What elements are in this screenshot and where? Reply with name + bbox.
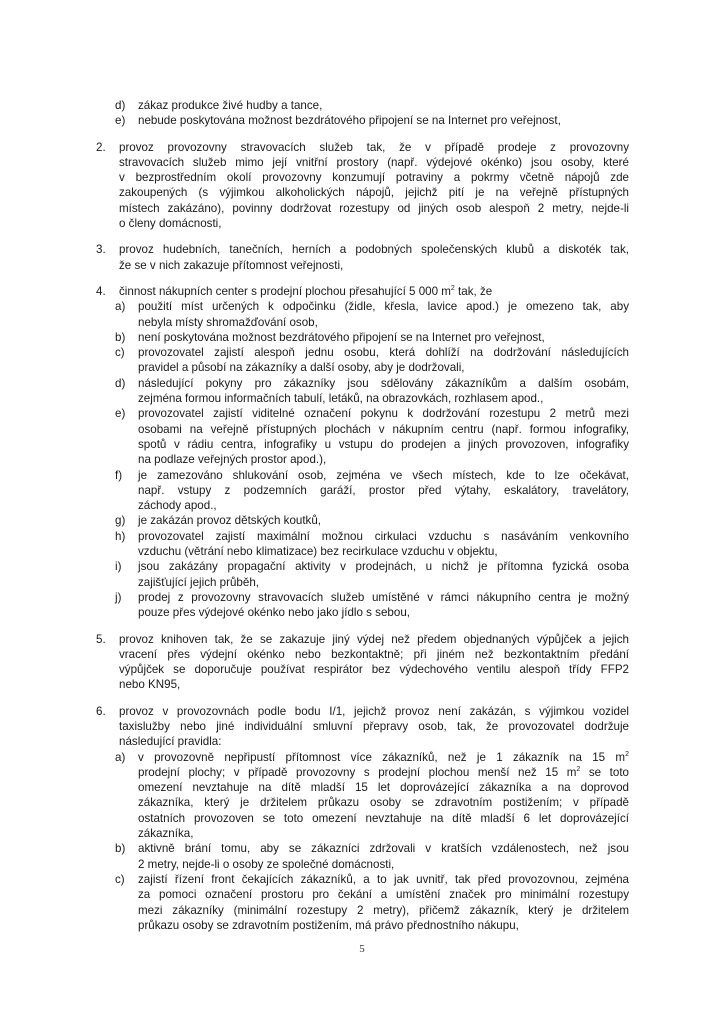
text-line: stravovacích služeb mimo její vnitřní prostory (např. výdejové okénko) jsou osoby, které <box>119 155 629 169</box>
list-marker: h) <box>115 529 126 543</box>
text-line: zákaz produkce živé hudby a tance, <box>138 99 323 112</box>
list-marker: c) <box>115 346 125 360</box>
numbered-item <box>0 632 724 693</box>
list-item <box>0 98 724 113</box>
text-line: za pomoci označení prostoru pro čekání a umístění značek pro minimální rozestupy <box>138 888 629 902</box>
list-marker: a) <box>115 300 126 314</box>
list-marker: a) <box>115 750 126 764</box>
text-line: zakoupených (s výjimkou alkoholických nápojů, jejichž pití je na veřejně přístupných <box>119 186 629 200</box>
text-line: v bezprostředním okolí provozovny konzumují potraviny a pokrmy včetně nápojů zde <box>119 171 629 185</box>
list-item <box>0 872 724 933</box>
list-item <box>0 513 724 528</box>
text-line: aktivně brání tomu, aby se zákazníci zdržovali v kratších vzdálenostech, než jsou <box>138 842 629 856</box>
text-line: 2 metry, nejde-li o osoby ze společné domácnosti, <box>138 857 395 871</box>
list-marker: 5. <box>96 632 106 646</box>
numbered-item <box>0 704 724 933</box>
text-line: je zamezováno shlukování osob, zejména ve všech místech, kde to lze očekávat, <box>138 468 629 482</box>
list-item <box>0 376 724 407</box>
list-marker: 3. <box>96 243 106 257</box>
text-line: nebo KN95, <box>119 678 181 692</box>
numbered-item <box>0 140 724 232</box>
text-line: prodejní plochy; v případě provozovny s prodejní plochou menší než 15 $m^2$ se toto <box>138 765 629 779</box>
text-line: záchody apod., <box>138 499 217 513</box>
text-line: ostatních provozoven se toto omezení nevztahuje na dítě mladší 6 let doprovázející <box>138 811 629 825</box>
numbered-item <box>0 242 724 273</box>
text-line: na podlaze veřejných prostor apod.), <box>138 453 327 467</box>
list-item <box>0 841 724 872</box>
page-number: 5 <box>359 943 365 955</box>
text-line: provozovatel zajistí maximální možnou cirkulaci vzduchu s nasáváním venkovního <box>138 529 629 543</box>
text-line: taxislužby nebo jiné individuální smluvní přepravy osob, tak, že provozovatel dodržuje <box>119 719 629 733</box>
text-line: zejména formou informačních tabulí, letáků, na obrazovkách, rozhlasem apod., <box>138 392 544 406</box>
text-line: použití míst určených k odpočinku (židle, křesla, lavice apod.) je omezeno tak, aby <box>138 300 629 314</box>
text-line: zákazníka, který je držitelem průkazu osoby se zdravotním postižením; v případě <box>138 796 629 810</box>
text-line: místech zakázáno), povinny dodržovat rozestupy od jiných osob alespoň 2 metry, nejde-li <box>119 201 629 215</box>
text-line: následující pravidla: <box>119 735 222 749</box>
text-line: např. vstupy z podzemních garáží, prostor před výtahy, eskalátory, travelátory, <box>138 483 629 497</box>
text-line: prodej z provozovny stravovacích služeb umístěné v rámci nákupního centra je možný <box>138 590 629 604</box>
text-line: provoz hudebních, tanečních, herních a podobných společenských klubů a diskoték tak, <box>119 243 629 257</box>
list-item <box>0 468 724 514</box>
list-marker: c) <box>115 872 125 886</box>
list-item <box>0 590 724 621</box>
list-item <box>0 559 724 590</box>
list-marker: d) <box>115 376 126 390</box>
list-item <box>0 113 724 128</box>
list-marker: 6. <box>96 704 106 718</box>
text-line: provozovatel zajistí viditelné označení pokynu k dodržování rozestupu 2 metrů mezi <box>138 407 629 421</box>
document-body <box>0 98 724 933</box>
text-line: pravidel a působí na zákazníky a další osoby, aby je dodržovali, <box>138 361 465 375</box>
text-line: výpůjček se doporučuje používat respirátor bez výdechového ventilu alespoň třídy FFP2 <box>119 663 629 677</box>
list-marker: e) <box>115 407 126 421</box>
list-item <box>0 330 724 345</box>
list-item <box>0 345 724 376</box>
list-item <box>0 406 724 467</box>
text-line: jsou zakázány propagační aktivity v prodejnách, u nichž je přítomna fyzická osoba <box>138 560 629 574</box>
text-line: průkazu osoby se zdravotním postižením, má právo přednostního nákupu, <box>138 918 519 932</box>
list-marker: g) <box>115 514 126 528</box>
text-line: nebyla místy shromažďování osob, <box>138 315 318 329</box>
text-line: následující pokyny pro zákazníky jsou sdělovány zákazníkům a dalším osobám, <box>138 376 629 390</box>
text-line: provoz provozovny stravovacích služeb tak, že v případě prodeje z provozovny <box>119 140 629 154</box>
text-line: činnost nákupních center s prodejní plochou přesahující 5 000 $m^2$ tak, že <box>119 284 493 298</box>
text-line: že se v nich zakazuje přítomnost veřejnosti, <box>119 258 344 272</box>
numbered-item <box>0 284 724 621</box>
list-marker: 4. <box>96 284 106 298</box>
list-marker: j) <box>115 590 122 604</box>
text-line: provoz knihoven tak, že se zakazuje jiný výdej než předem objednaných výpůjček a jejich <box>119 632 629 646</box>
list-item <box>0 299 724 330</box>
text-line: je zakázán provoz dětských koutků, <box>138 514 322 528</box>
list-item <box>0 750 724 842</box>
text-line: zajišťující jejich průběh, <box>138 575 259 589</box>
text-line: spotů v rádiu centra, infografiky u vstupu do prodejen a jiných provozoven, infografiky <box>138 437 629 451</box>
list-marker: b) <box>115 842 126 856</box>
list-marker: f) <box>115 468 123 482</box>
text-line: vracení přes výdejní okénko nebo bezkontaktně; při jiném než bezkontaktním předání <box>119 647 629 661</box>
text-line: provoz v provozovnách podle bodu I/1, jejichž provoz není zakázán, s výjimkou vozidel <box>119 704 629 718</box>
text-line: není poskytována možnost bezdrátového připojení se na Internet pro veřejnost, <box>138 330 545 344</box>
text-line: pouze přes výdejové okénko nebo jako jídlo s sebou, <box>138 606 410 620</box>
list-marker: 2. <box>96 140 106 154</box>
text-line: provozovatel zajistí alespoň jednu osobu, která dohlíží na dodržování následujících <box>138 346 629 360</box>
text-line: vzduchu (větrání nebo klimatizace) bez recirkulace vzduchu v objektu, <box>138 545 498 559</box>
list-marker: i) <box>115 560 122 574</box>
text-line: o členy domácnosti, <box>119 217 222 231</box>
list-marker: b) <box>115 330 126 344</box>
text-line: osobami na veřejně přístupných plochách v nákupním centru (např. formou infografiky, <box>138 422 629 436</box>
text-line: omezení nevztahuje na dítě mladší 15 let doprovázející zákazníka a na doprovod <box>138 781 629 795</box>
text-line: nebude poskytována možnost bezdrátového připojení se na Internet pro veřejnost, <box>138 114 561 128</box>
list-marker: d) <box>115 99 126 112</box>
list-item <box>0 529 724 560</box>
text-line: zákazníka, <box>138 827 194 841</box>
text-line: zajistí řízení front čekajících zákazníků, a to jak uvnitř, tak před provozovnou, zejména <box>138 872 629 886</box>
text-line: mezi zákazníky (minimální rozestupy 2 metry), přičemž zákazník, který je držitelem <box>138 903 629 917</box>
text-line: v provozovně nepřipustí přítomnost více zákazníků, než je 1 zákazník na 15 $m^2$ <box>138 750 629 764</box>
list-marker: e) <box>115 114 126 128</box>
